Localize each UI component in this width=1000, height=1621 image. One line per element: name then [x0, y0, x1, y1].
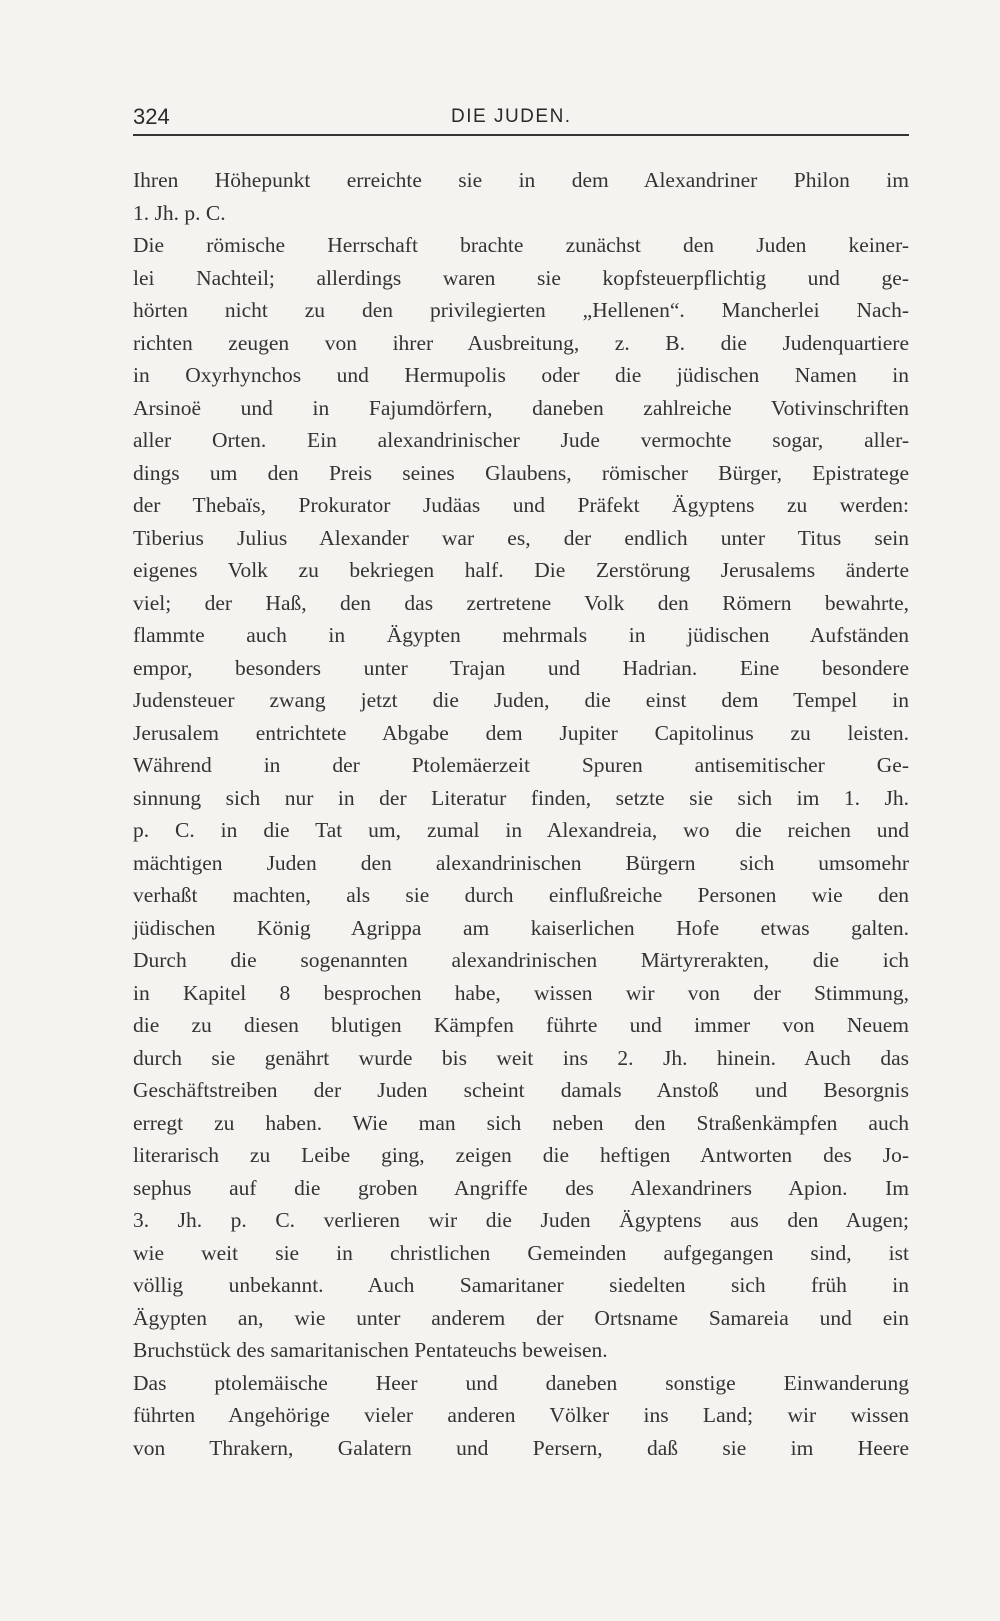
header-rule	[133, 134, 909, 136]
running-title: DIE JUDEN.	[451, 106, 572, 127]
text-line: Während in der Ptolemäerzeit Spuren antisemitischer Ge-	[133, 753, 909, 777]
text-line: lei Nachteil; allerdings waren sie kopfsteuerpflichtig und ge-	[133, 265, 909, 290]
text-line: empor, besonders unter Trajan und Hadrian. Eine besondere	[133, 655, 909, 680]
text-line: der Thebaïs, Prokurator Judäas und Präfekt Ägyptens zu werden:	[133, 493, 909, 517]
text-line: 3. Jh. p. C. verlieren wir die Juden Ägyptens aus den Augen;	[133, 1208, 909, 1232]
text-line: literarisch zu Leibe ging, zeigen die heftigen Antworten des Jo-	[133, 1143, 909, 1167]
page-header	[133, 100, 909, 134]
text-line: wie weit sie in christlichen Gemeinden aufgegangen sind, ist	[133, 1240, 909, 1265]
text-line: erregt zu haben. Wie man sich neben den Straßenkämpfen auch	[133, 1110, 909, 1135]
text-line: in Oxyrhynchos und Hermupolis oder die jüdischen Namen in	[133, 363, 909, 387]
text-line: durch sie genährt wurde bis weit ins 2. Jh. hinein. Auch das	[133, 1045, 909, 1070]
text-line: richten zeugen von ihrer Ausbreitung, z. B. die Judenquartiere	[133, 330, 909, 355]
body-text	[133, 164, 909, 1464]
text-line: aller Orten. Ein alexandrinischer Jude vermochte sogar, aller-	[133, 428, 909, 452]
text-line: die zu diesen blutigen Kämpfen führte und immer von Neuem	[133, 1013, 909, 1037]
text-line: sephus auf die groben Angriffe des Alexandriners Apion. Im	[133, 1175, 909, 1200]
text-line: Ägypten an, wie unter anderem der Ortsname Samareia und ein	[133, 1305, 909, 1330]
text-line: mächtigen Juden den alexandrinischen Bürgern sich umsomehr	[133, 850, 909, 875]
text-line: Geschäftstreiben der Juden scheint damals Anstoß und Besorgnis	[133, 1078, 909, 1102]
text-line: hörten nicht zu den privilegierten „Hellenen“. Mancherlei Nach-	[133, 298, 909, 322]
text-line: Arsinoë und in Fajumdörfern, daneben zahlreiche Votivinschriften	[133, 395, 909, 420]
text-line: Jerusalem entrichtete Abgabe dem Jupiter Capitolinus zu leisten.	[133, 720, 909, 745]
text-line: sinnung sich nur in der Literatur finden, setzte sie sich im 1. Jh.	[133, 785, 909, 810]
text-line: p. C. in die Tat um, zumal in Alexandreia, wo die reichen und	[133, 818, 909, 842]
text-line: viel; der Haß, den das zertretene Volk den Römern bewahrte,	[133, 590, 909, 615]
text-line: Das ptolemäische Heer und daneben sonstige Einwanderung	[133, 1370, 909, 1395]
text-line: verhaßt machten, als sie durch einflußreiche Personen wie den	[133, 883, 909, 907]
text-line: flammte auch in Ägypten mehrmals in jüdischen Aufständen	[133, 623, 909, 647]
text-line: Bruchstück des samaritanischen Pentateuchs beweisen.	[133, 1338, 608, 1362]
text-line: Die römische Herrschaft brachte zunächst den Juden keiner-	[133, 233, 909, 257]
text-line: Judensteuer zwang jetzt die Juden, die einst dem Tempel in	[133, 688, 909, 712]
text-line: Ihren Höhepunkt erreichte sie in dem Alexandriner Philon im	[133, 168, 909, 192]
text-line: in Kapitel 8 besprochen habe, wissen wir von der Stimmung,	[133, 980, 909, 1005]
text-line: dings um den Preis seines Glaubens, römischer Bürger, Epistratege	[133, 460, 909, 485]
text-line: eigenes Volk zu bekriegen half. Die Zerstörung Jerusalems änderte	[133, 558, 909, 582]
page-number: 324	[133, 104, 170, 129]
text-line: 1. Jh. p. C.	[133, 200, 226, 225]
text-line: von Thrakern, Galatern und Persern, daß sie im Heere	[133, 1435, 909, 1460]
text-line: Tiberius Julius Alexander war es, der endlich unter Titus sein	[133, 525, 909, 550]
text-line: völlig unbekannt. Auch Samaritaner siedelten sich früh in	[133, 1273, 909, 1297]
text-line: Durch die sogenannten alexandrinischen Märtyrerakten, die ich	[133, 948, 909, 972]
text-line: führten Angehörige vieler anderen Völker ins Land; wir wissen	[133, 1403, 909, 1427]
text-line: jüdischen König Agrippa am kaiserlichen Hofe etwas galten.	[133, 915, 909, 940]
